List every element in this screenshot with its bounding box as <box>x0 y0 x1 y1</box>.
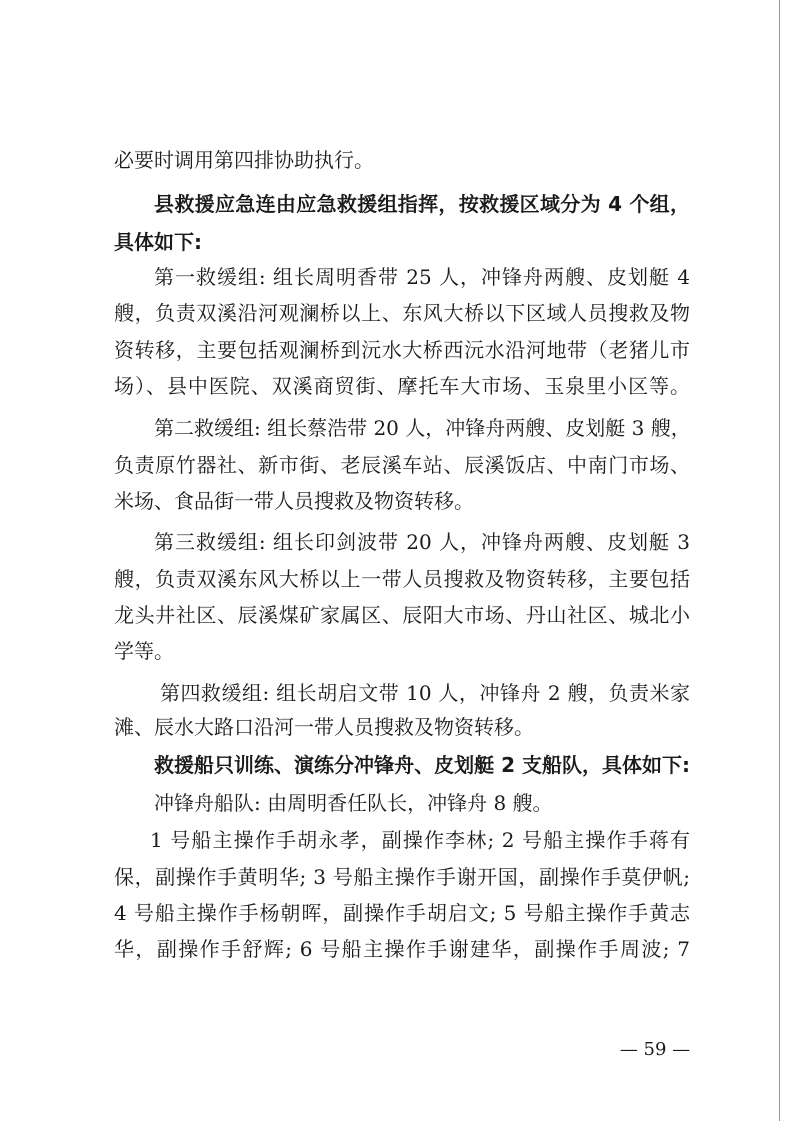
text-line-20: 保，副操作手黄明华; 3 号船主操作手谢开国，副操作手莫伊帆; <box>114 865 690 889</box>
text-line-7: 场）、县中医院、双溪商贸街、摩托车大市场、玉泉里小区等。 <box>114 374 690 398</box>
text-line-3-heading: 具体如下: <box>114 230 202 254</box>
text-line-14: 学等。 <box>114 639 174 663</box>
text-line-5: 艘，负责双溪沿河观澜桥以上、东风大桥以下区域人员搜救及物 <box>114 301 690 325</box>
text-line-6: 资转移，主要包括观澜桥到沅水大桥西沅水沿河地带（老猪儿市 <box>114 338 690 362</box>
text-line-13: 龙头井社区、辰溪煤矿家属区、辰阳大市场、丹山社区、城北小 <box>114 603 690 627</box>
text-line-12: 艘，负责双溪东风大桥以上一带人员搜救及物资转移，主要包括 <box>114 567 690 591</box>
text-line-8: 第二救缓组: 组长蔡浩带 20 人，冲锋舟两艘、皮划艇 3 艘， <box>154 416 691 440</box>
text-line-4: 第一救缓组: 组长周明香带 25 人，冲锋舟两艘、皮划艇 4 <box>154 265 690 289</box>
text-line-11: 第三救缓组: 组长印剑波带 20 人，冲锋舟两艘、皮划艇 3 <box>154 530 690 554</box>
text-line-22: 华，副操作手舒辉; 6 号船主操作手谢建华，副操作手周波; 7 <box>114 937 690 961</box>
text-line-19: 1 号船主操作手胡永孝，副操作李林; 2 号船主操作手蒋有 <box>150 828 690 852</box>
text-line-15: 第四救缓组: 组长胡启文带 10 人，冲锋舟 2 艘，负责米家 <box>160 681 690 705</box>
page-edge-line <box>779 0 780 1121</box>
text-line-21: 4 号船主操作手杨朝晖，副操作手胡启文; 5 号船主操作手黄志 <box>114 901 690 925</box>
text-line-10: 米场、食品街一带人员搜救及物资转移。 <box>114 489 474 513</box>
text-line-9: 负责原竹器社、新市街、老辰溪车站、辰溪饭店、中南门市场、 <box>114 453 690 477</box>
text-line-18: 冲锋舟船队: 由周明香任队长，冲锋舟 8 艘。 <box>154 791 553 815</box>
text-line-17-heading: 救援船只训练、演练分冲锋舟、皮划艇 2 支船队，具体如下: <box>154 753 690 777</box>
text-line-2-heading: 县救援应急连由应急救援组指挥，按救援区域分为 4 个组， <box>154 192 690 216</box>
page-number: — 59 — <box>619 1039 691 1060</box>
text-line-16: 滩、辰水大路口沿河一带人员搜救及物资转移。 <box>114 715 534 739</box>
text-line-1: 必要时调用第四排协助执行。 <box>114 148 374 172</box>
